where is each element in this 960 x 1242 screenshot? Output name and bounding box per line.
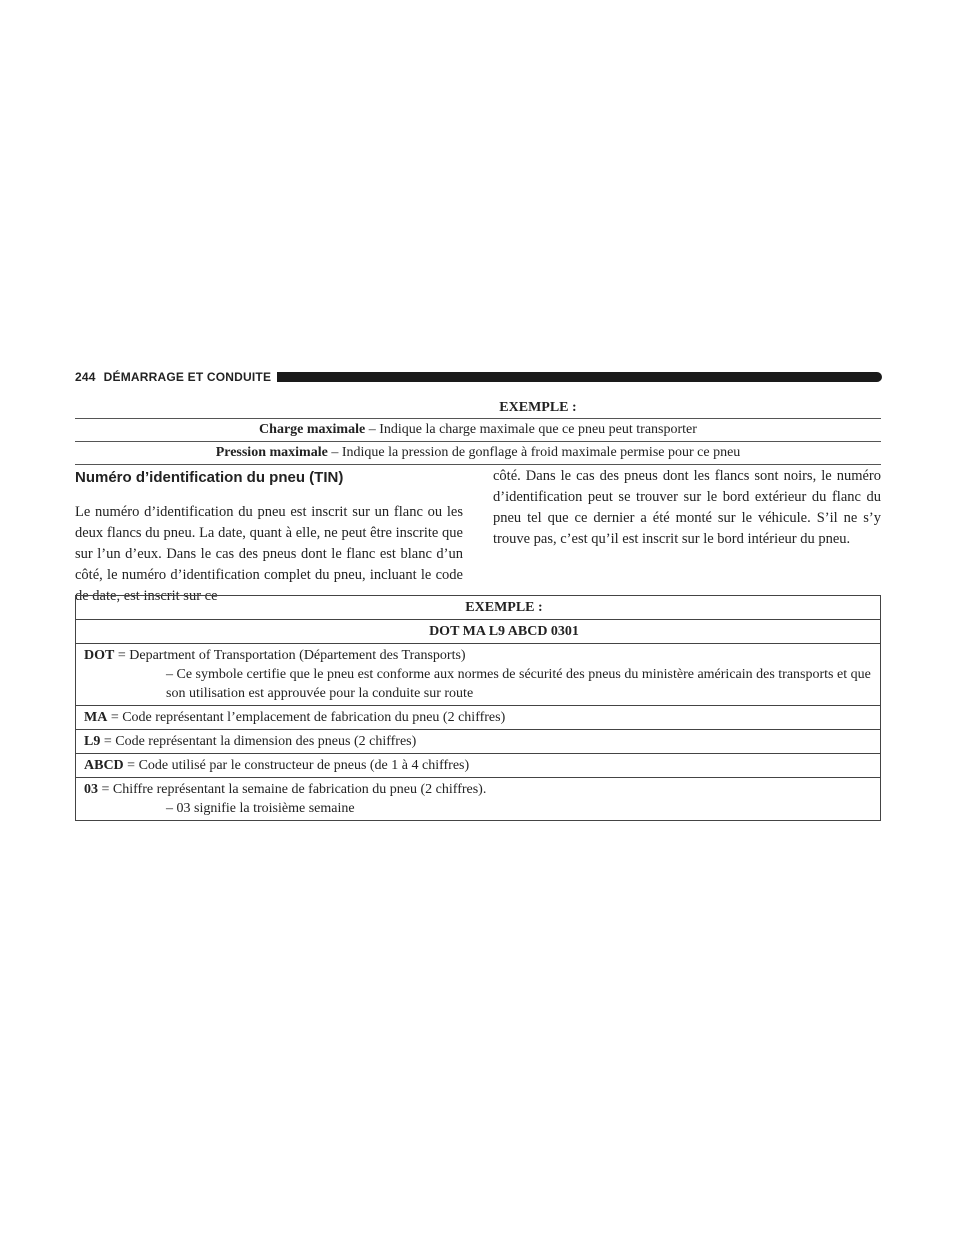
body-text-left: Le numéro d’identification du pneu est inscrit sur un flanc ou les deux flancs du pneu. La date, quant à elle, ne peut être inscrite que sur l’un d’eux. Dans le cas des pneus dont le flanc est blanc d’un côté, le numéro d’identification complet du pneu, incluant le code de date, est inscrit sur ce bbox=[75, 504, 463, 604]
row-desc: – Indique la pression de gonflage à froid maximale permise pour ce pneu bbox=[327, 445, 741, 460]
section-header-title: DÉMARRAGE ET CONDUITE bbox=[103, 370, 272, 384]
table-row bbox=[76, 644, 880, 706]
row-term: L9 bbox=[84, 734, 101, 749]
row-desc: = Code utilisé par le constructeur de pneus (de 1 à 4 chiffres) bbox=[123, 758, 470, 773]
table-title: EXEMPLE : bbox=[75, 397, 881, 419]
row-subtext: – Ce symbole certifie que le pneu est conforme aux normes de sécurité des pneus du ministère américain des transports et que son utilisation est approuvée pour la conduite sur route bbox=[166, 667, 871, 701]
row-term: Pression maximale bbox=[215, 445, 328, 460]
row-subtext: – 03 signifie la troisième semaine bbox=[166, 801, 355, 816]
section-heading: Numéro d’identification du pneu (TIN) bbox=[75, 469, 344, 486]
row-term: ABCD bbox=[84, 758, 124, 773]
page-number: 244 bbox=[75, 370, 96, 384]
row-term: 03 bbox=[84, 782, 98, 797]
table-row bbox=[76, 706, 880, 730]
page-header bbox=[75, 368, 882, 386]
row-desc: = Code représentant la dimension des pneus (2 chiffres) bbox=[100, 734, 417, 749]
load-pressure-example-table bbox=[75, 397, 881, 465]
row-desc: = Chiffre représentant la semaine de fabrication du pneu (2 chiffres). bbox=[98, 782, 487, 797]
tin-code: DOT MA L9 ABCD 0301 bbox=[76, 620, 880, 644]
table-row bbox=[75, 419, 881, 442]
header-rule bbox=[277, 372, 882, 382]
row-desc: = Department of Transportation (Département des Transports) bbox=[114, 648, 466, 663]
table-row bbox=[75, 442, 881, 465]
tin-example-table bbox=[75, 595, 881, 821]
table-row bbox=[76, 778, 880, 820]
row-desc: – Indique la charge maximale que ce pneu peut transporter bbox=[365, 422, 697, 437]
table-row bbox=[76, 754, 880, 778]
row-term: DOT bbox=[84, 648, 115, 663]
body-text-right: côté. Dans le cas des pneus dont les flancs sont noirs, le numéro d’identification peut se trouver sur le bord extérieur du flanc du pneu tel que ce dernier a été monté sur le véhicule. S’il ne s’y trouve pas, c’est qu’il est inscrit sur le bord intérieur du pneu. bbox=[493, 468, 881, 547]
table-title: EXEMPLE : bbox=[76, 596, 880, 620]
row-desc: = Code représentant l’emplacement de fabrication du pneu (2 chiffres) bbox=[107, 710, 506, 725]
row-term: Charge maximale bbox=[259, 422, 366, 437]
table-row bbox=[76, 730, 880, 754]
row-term: MA bbox=[84, 710, 108, 725]
